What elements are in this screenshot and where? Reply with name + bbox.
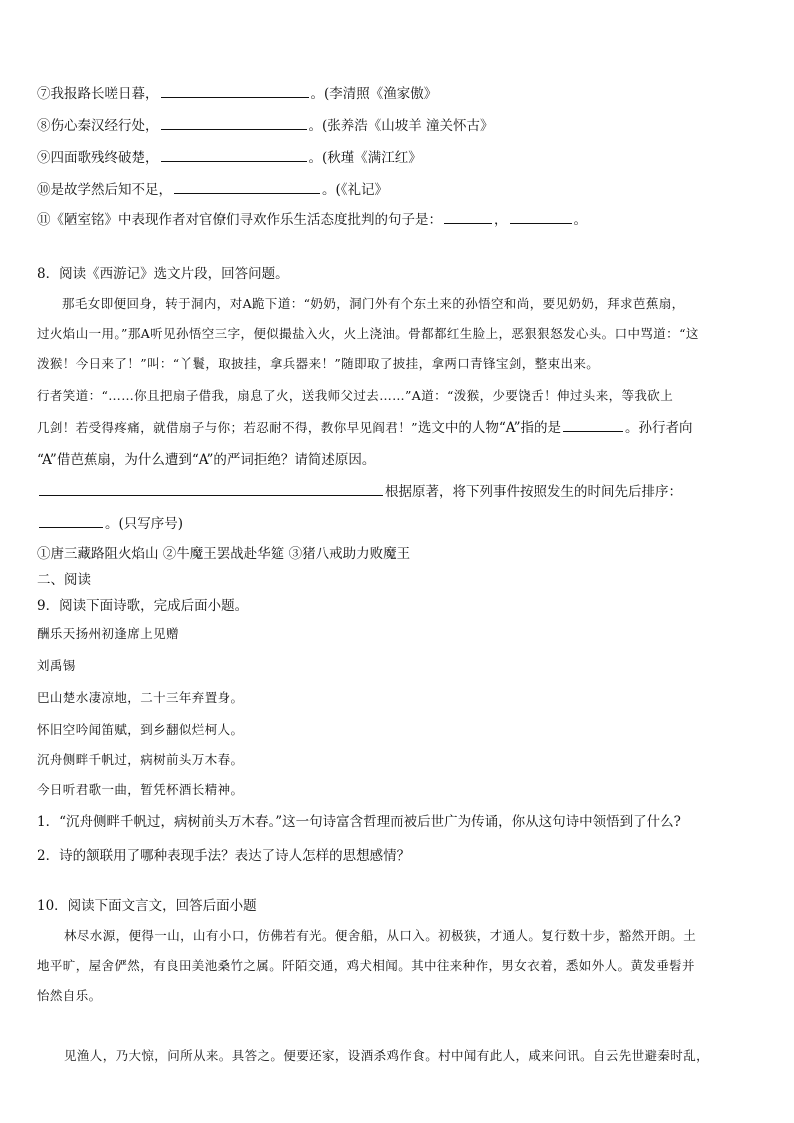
- poem-line: 巴山楚水凄凉地，二十三年弃置身。: [37, 690, 244, 705]
- blank-lead: ⑪《陋室铭》中表现作者对官僚们寻欢作乐生活态度批判的句子是：: [37, 212, 442, 228]
- passage-line: 怡然自乐。: [37, 988, 102, 1003]
- question-10-heading: 10．阅读下面文言文，回答后面小题: [37, 898, 257, 914]
- sub-question: 2．诗的颔联用了哪种表现手法？表达了诗人怎样的思想感情？: [37, 848, 411, 864]
- fill-blank-8: [37, 114, 494, 134]
- blank-source: 。(张养浩《山坡羊 潼关怀古》: [308, 118, 494, 134]
- sub-question: 1．“沉舟侧畔千帆过，病树前头万木春。”这一句诗富含哲理而被后世广为传诵，你从这句诗中领悟到了什么?: [37, 814, 681, 830]
- passage-line: 行者笑道：“……你且把扇子借我，扇息了火，送我师父过去……”A道：“泼猴，少要饶舌！伸过头来，等我砍上: [37, 388, 674, 403]
- passage-line: [37, 416, 692, 436]
- blank-source: 。(秋瑾《满江红》: [308, 150, 422, 166]
- poem-line: 今日听君歌一曲，暂凭杯酒长精神。: [37, 782, 244, 797]
- blank-lead: ⑧伤心秦汉经行处，: [37, 118, 159, 134]
- answer-blank[interactable]: [39, 515, 103, 528]
- fill-blank-10: [37, 178, 388, 198]
- blank-lead: ⑦我报路长嗟日暮，: [37, 86, 159, 102]
- answer-blank[interactable]: [161, 117, 307, 130]
- blank-end: 。: [573, 212, 587, 228]
- poem-line: 沉舟侧畔千帆过，病树前头万木春。: [37, 752, 244, 767]
- question-8-heading: 8．阅读《西游记》选文片段，回答问题。: [37, 266, 289, 282]
- question-text: 根据原著，将下列事件按照发生的时间先后排序：: [385, 484, 682, 500]
- answer-blank[interactable]: [39, 483, 383, 496]
- blank-separator: ，: [494, 212, 508, 228]
- blank-source: 。(《礼记》: [322, 182, 389, 198]
- answer-blank[interactable]: [161, 149, 307, 162]
- answer-blank[interactable]: [444, 211, 492, 224]
- passage-line: 过火焰山一用。”那A听见孙悟空三字，便似撮盐入火，火上浇油。骨都都红生脸上，恶狠狠怒发心头。口中骂道：“这: [37, 326, 699, 341]
- question-line: [37, 480, 682, 500]
- section-heading: 二、阅读: [37, 572, 91, 588]
- answer-blank[interactable]: [161, 85, 309, 98]
- question-text: 。孙行者向: [624, 420, 693, 436]
- question-9-heading: 9．阅读下面诗歌，完成后面小题。: [37, 598, 249, 614]
- passage-line: 林尽水源，便得一山，山有小口，仿佛若有光。便舍船，从口入。初极狭，才通人。复行数十步，豁然开朗。土: [64, 928, 697, 943]
- question-text: 选文中的人物“A”指的是: [417, 420, 561, 436]
- answer-blank[interactable]: [510, 211, 572, 224]
- blank-source: 。(李清照《渔家傲》: [310, 86, 438, 102]
- passage-text: 几剑！若受得疼痛，就借扇子与你；若忍耐不得，教你早见阎君！”: [37, 420, 418, 435]
- question-line: [37, 512, 183, 532]
- passage-line: 地平旷，屋舍俨然，有良田美池桑竹之属。阡陌交通，鸡犬相闻。其中往来种作，男女衣着，悉如外人。黄发垂髫并: [37, 958, 695, 973]
- poem-title: 酬乐天扬州初逢席上见赠: [37, 626, 179, 641]
- blank-lead: ⑨四面歌残终破楚，: [37, 150, 159, 166]
- answer-blank[interactable]: [174, 181, 320, 194]
- fill-blank-11: [37, 208, 587, 228]
- poem-line: 怀旧空吟闻笛赋，到乡翻似烂柯人。: [37, 722, 244, 737]
- blank-lead: ⑩是故学然后知不足，: [37, 182, 172, 198]
- passage-line: 泼猴！今日来了！”叫：“丫鬟，取披挂，拿兵器来！”随即取了披挂，拿两口青锋宝剑，整束出来。: [37, 356, 600, 371]
- poem-author: 刘禹锡: [37, 658, 76, 673]
- passage-line: 见渔人，乃大惊，问所从来。具答之。便要还家，设酒杀鸡作食。村中闻有此人，咸来问讯。自云先世避秦时乱，: [64, 1048, 710, 1063]
- answer-blank[interactable]: [563, 419, 623, 432]
- event-options: ①唐三藏路阻火焰山 ②牛魔王罢战赴华筵 ③猪八戒助力败魔王: [37, 546, 411, 562]
- fill-blank-7: [37, 82, 437, 102]
- passage-line: 那毛女即便回身，转于洞内，对A跪下道：“奶奶，洞门外有个东土来的孙悟空和尚，要见奶奶，拜求芭蕉扇，: [62, 296, 685, 311]
- question-text: 。(只写序号): [105, 516, 184, 532]
- fill-blank-9: [37, 146, 422, 166]
- question-line: “A”借芭蕉扇，为什么遭到“A”的严词拒绝？请简述原因。: [37, 452, 376, 468]
